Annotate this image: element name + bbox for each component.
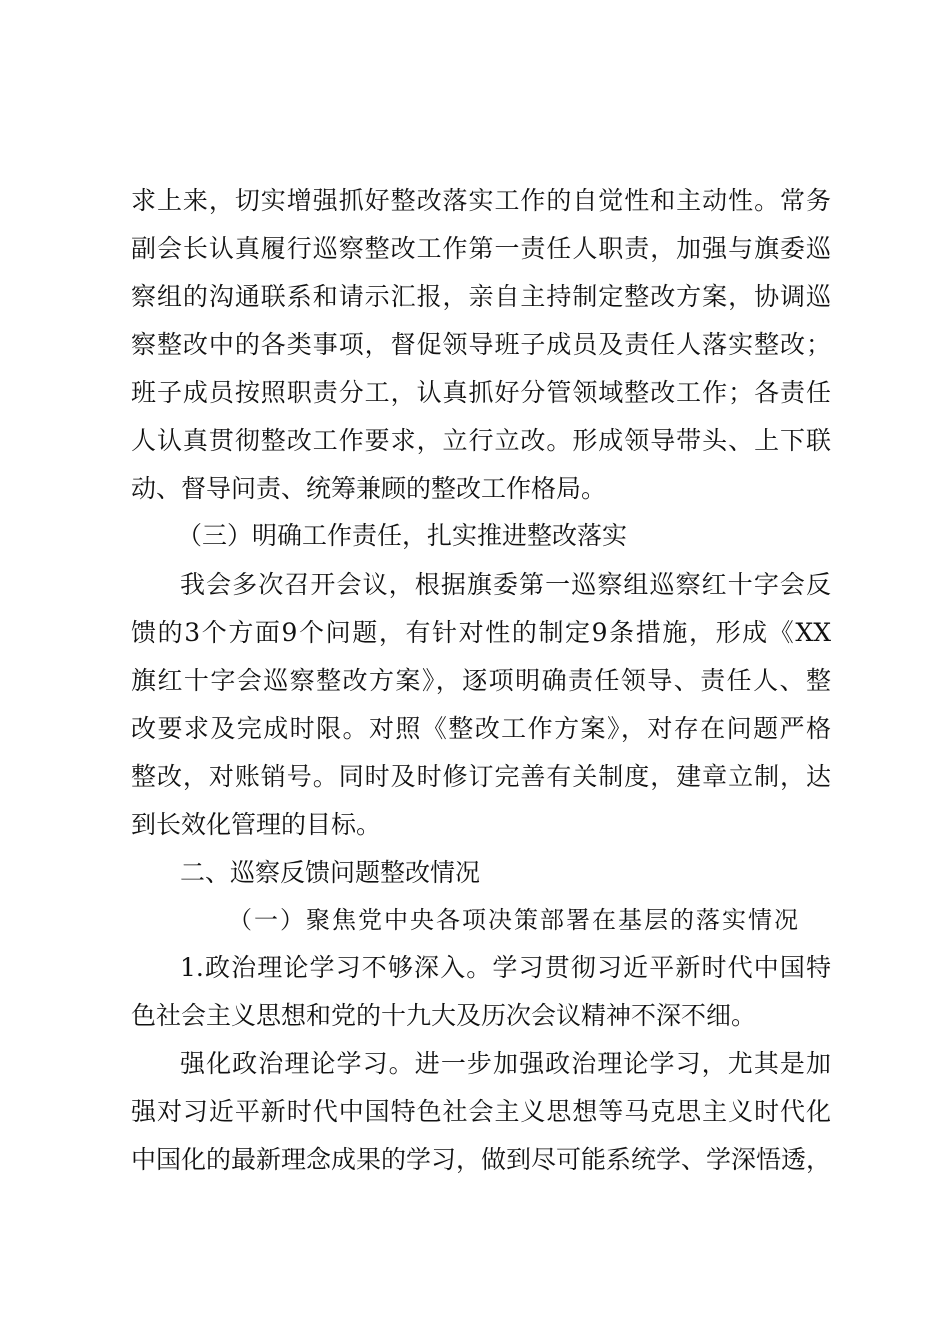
- paragraph-line: 班子成员按照职责分工，认真抓好分管领域整改工作；各责任: [131, 378, 831, 407]
- paragraph-line: 色社会主义思想和党的十九大及历次会议精神不深不细。: [131, 1001, 757, 1030]
- subheading-3: （三）明确工作责任，扎实推进整改落实: [177, 521, 628, 550]
- paragraph-line: 察整改中的各类事项，督促领导班子成员及责任人落实整改；: [131, 330, 831, 359]
- paragraph-line: 强化政治理论学习。进一步加强政治理论学习，尤其是加: [180, 1049, 831, 1078]
- paragraph-line: 副会长认真履行巡察整改工作第一责任人职责，加强与旗委巡: [131, 234, 831, 263]
- paragraph-line: 人认真贯彻整改工作要求，立行立改。形成领导带头、上下联: [131, 426, 831, 455]
- paragraph-line: 求上来，切实增强抓好整改落实工作的自觉性和主动性。常务: [131, 186, 831, 215]
- paragraph-line: 动、督导问责、统筹兼顾的整改工作格局。: [131, 474, 607, 503]
- paragraph-line: 察组的沟通联系和请示汇报，亲自主持制定整改方案，协调巡: [131, 282, 831, 311]
- paragraph-line: 我会多次召开会议，根据旗委第一巡察组巡察红十字会反: [180, 570, 831, 599]
- paragraph-line: 整改，对账销号。同时及时修订完善有关制度，建章立制，达: [131, 762, 831, 791]
- paragraph-line: 中国化的最新理念成果的学习，做到尽可能系统学、学深悟透，: [131, 1145, 832, 1174]
- subheading-1: （一）聚焦党中央各项决策部署在基层的落实情况: [228, 906, 800, 934]
- paragraph-line: 改要求及完成时限。对照《整改工作方案》，对存在问题严格: [131, 714, 831, 743]
- paragraph-line: 到长效化管理的目标。: [131, 810, 382, 839]
- section-heading: 二、巡察反馈问题整改情况: [180, 858, 481, 887]
- paragraph-line: 强对习近平新时代中国特色社会主义思想等马克思主义时代化: [131, 1097, 831, 1126]
- paragraph-line: 旗红十字会巡察整改方案》，逐项明确责任领导、责任人、整: [131, 666, 831, 695]
- paragraph-line: 馈的3个方面9个问题，有针对性的制定9条措施，形成《XX: [131, 618, 831, 647]
- paragraph-line: 1.政治理论学习不够深入。学习贯彻习近平新时代中国特: [180, 953, 831, 982]
